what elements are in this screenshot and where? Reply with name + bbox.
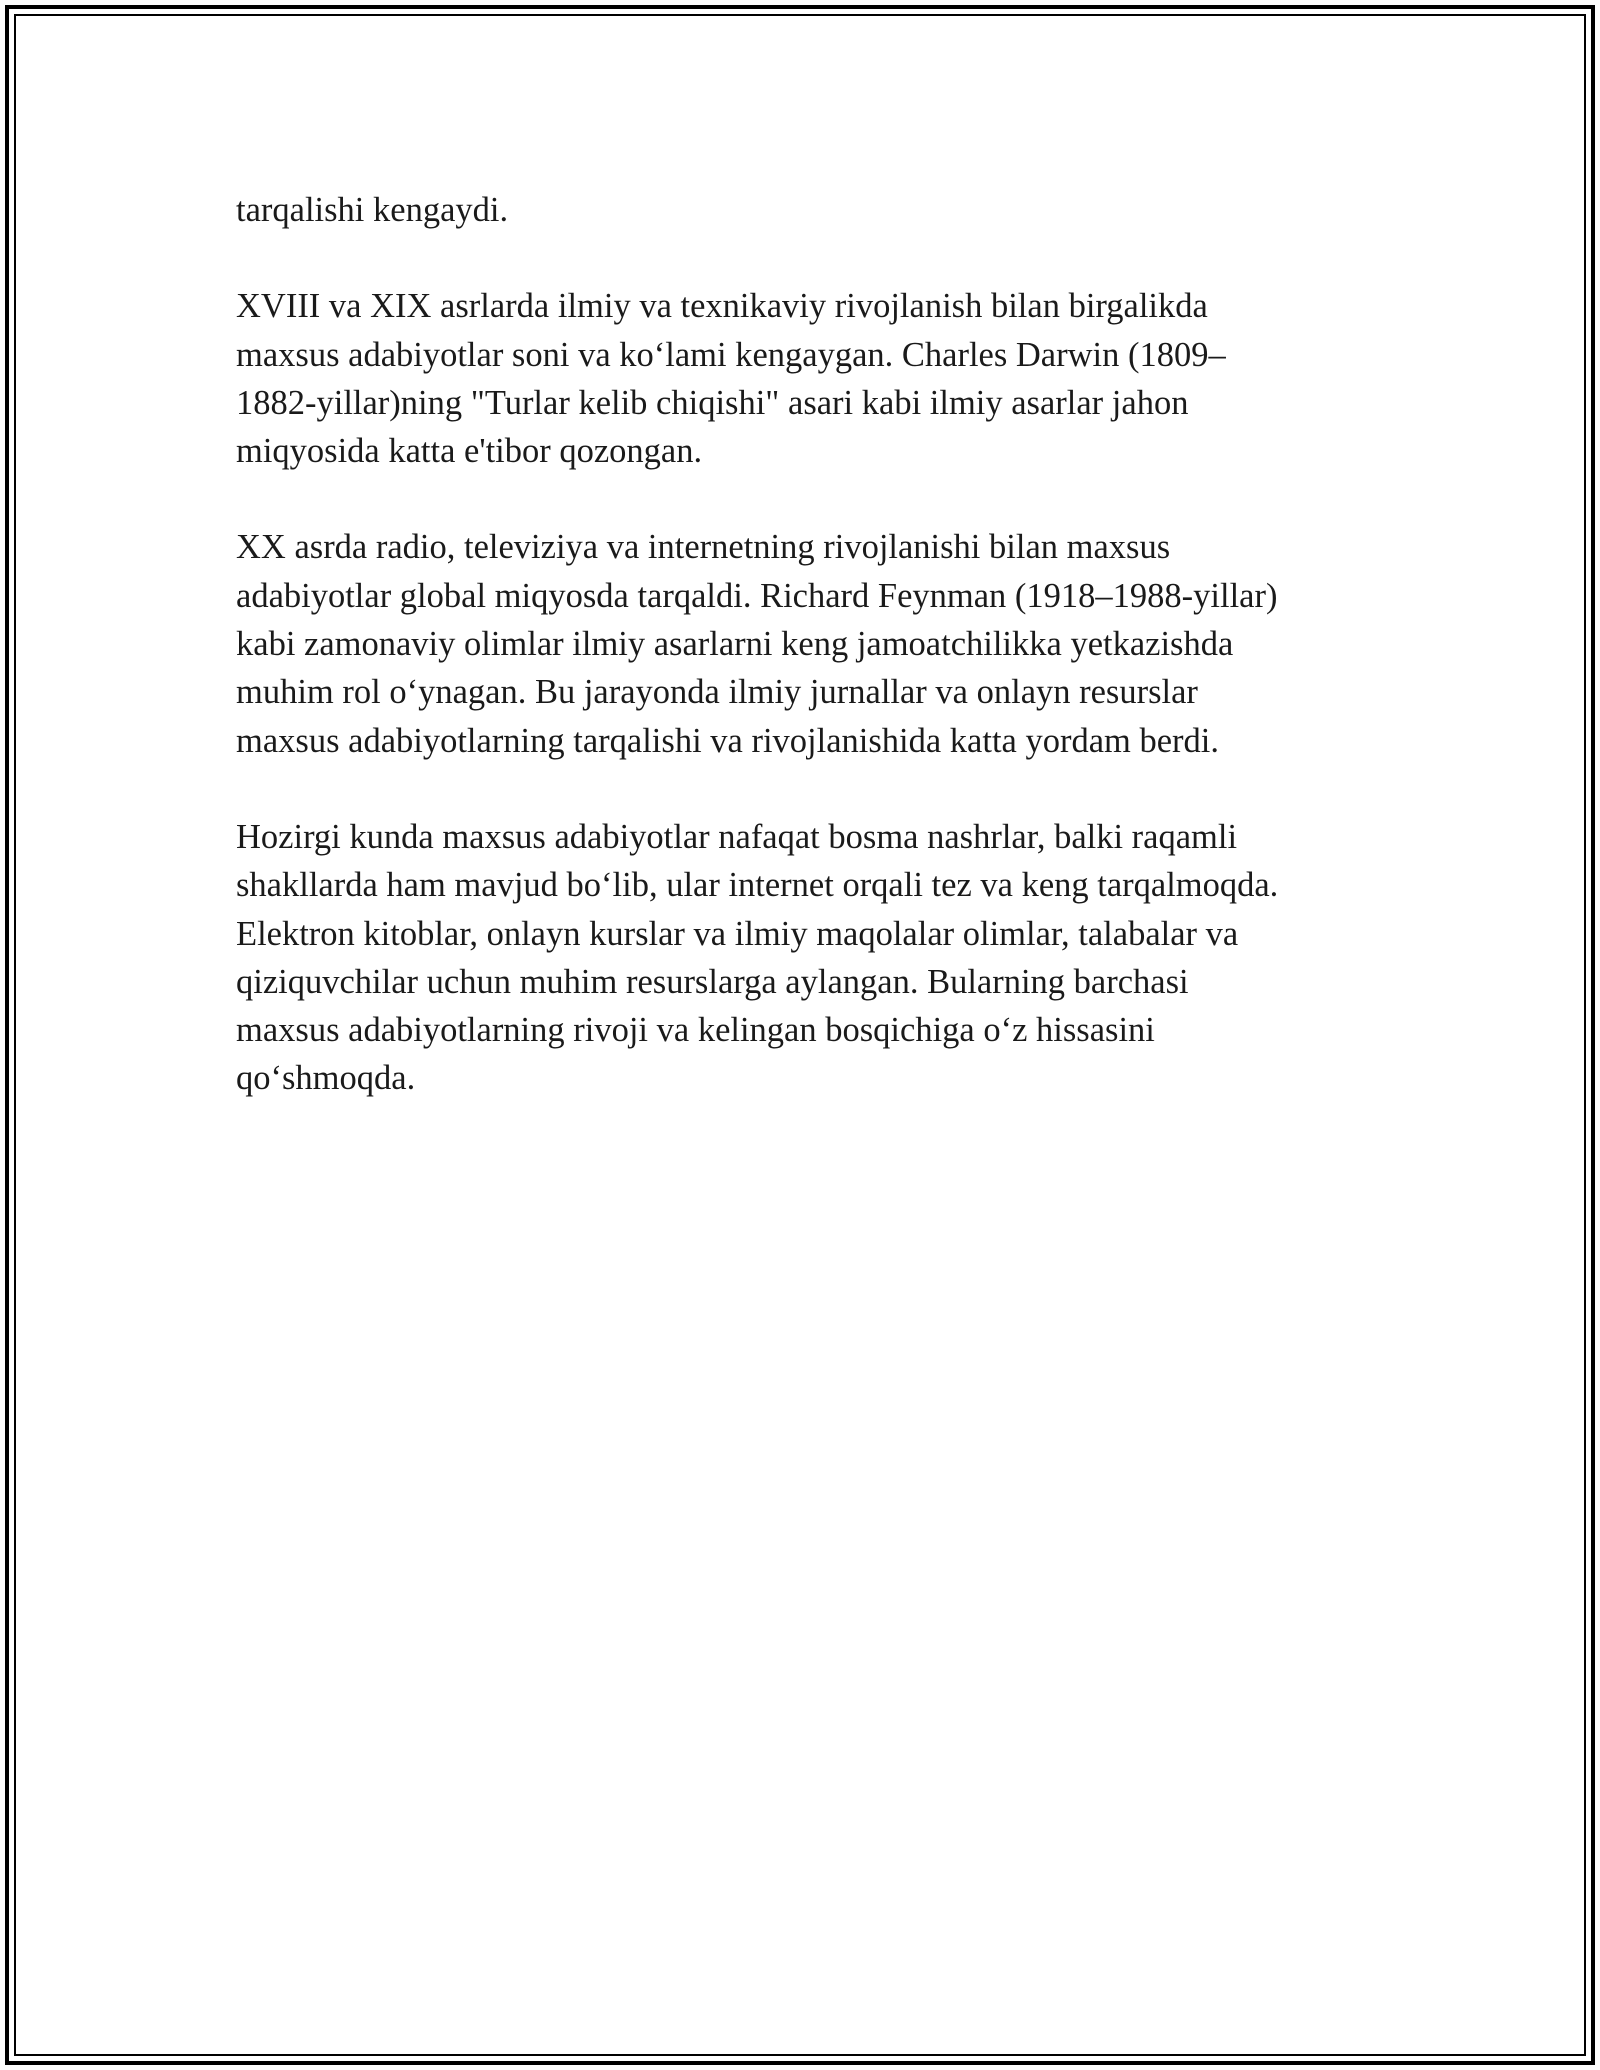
document-body: [236, 186, 1366, 1151]
paragraph-20-century: XX asrda radio, televiziya va internetning rivojlanishi bilan maxsus adabiyotlar global miqyosda tarqaldi. Richard Feynman (1918–1988-yillar) kabi zamonaviy olimlar ilmiy asarlarni keng jamoatchilikka yetkazishda muhim rol o‘ynagan. Bu jarayonda ilmiy jurnallar va onlayn resurslar maxsus adabiyotlarning tarqalishi va rivojlanishida katta yordam berdi.: [236, 528, 1278, 760]
paragraph-continuation: tarqalishi kengaydi.: [236, 191, 509, 229]
paragraph-present-day: Hozirgi kunda maxsus adabiyotlar nafaqat bosma nashrlar, balki raqamli shakllarda ham mavjud bo‘lib, ular internet orqali tez va keng tarqalmoqda. Elektron kitoblar, onlayn kurslar va ilmiy maqolalar olimlar, talabalar va qiziquvchilar uchun muhim resurslarga aylangan. Bularning barchasi maxsus adabiyotlarning rivoji va kelingan bosqichiga o‘z hissasini qo‘shmoqda.: [236, 817, 1279, 1098]
paragraph-18-19-centuries: XVIII va XIX asrlarda ilmiy va texnikaviy rivojlanish bilan birgalikda maxsus adabiyotlar soni va ko‘lami kengaygan. Charles Darwin (1809– 1882-yillar)ning "Turlar kelib chiqishi" asari kabi ilmiy asarlar jahon miqyosida katta e'tibor qozongan.: [236, 287, 1226, 471]
